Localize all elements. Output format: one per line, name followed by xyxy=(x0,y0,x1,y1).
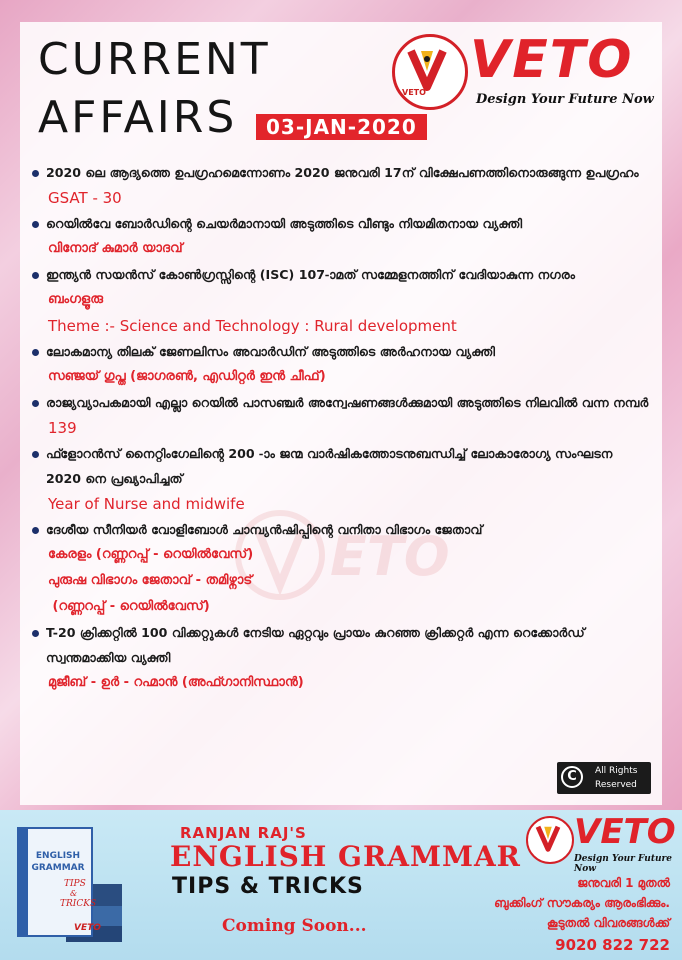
veto-logo xyxy=(392,30,662,114)
footer-veto-tagline: Design Your Future Now xyxy=(574,854,672,874)
date-badge: 03-JAN-2020 xyxy=(256,114,427,140)
question-text: 2020 ലെ ആദ്യത്തെ ഉപഗ്രഹമെന്നോണം 2020 ജനുവരി 17ന് വിക്ഷേപണത്തിനൊരുങ്ങുന്ന ഉപഗ്രഹം xyxy=(46,160,650,185)
coming-soon-text: Coming Soon... xyxy=(222,916,367,936)
copyright-badge xyxy=(557,762,651,794)
question-text: ലോകമാന്യ തിലക് ജേണലിസം അവാർഡിന് അടുത്തിടെ അർഹനായ വ്യക്തി xyxy=(46,339,650,364)
question-text: രാജ്യവ്യാപകമായി എല്ലാ റെയിൽ പാസഞ്ചർ അന്വേഷണങ്ങൾക്കുമായി അടുത്തിടെ നിലവിൽ വന്ന നമ്പർ xyxy=(46,390,650,415)
booking-date-text: ജനുവരി 1 മുതൽ xyxy=(577,876,670,890)
veto-tagline: Design Your Future Now xyxy=(476,92,654,107)
answer-text: പുരുഷ വിഭാഗം ജേതാവ് - തമിഴ്നാട് xyxy=(48,573,253,588)
answer-text: Theme :- Science and Technology : Rural development xyxy=(48,317,457,335)
answer-text: വിനോദ് കുമാർ യാദവ് xyxy=(48,241,183,256)
question-text: ഇന്ത്യൻ സയൻസ് കോൺഗ്രസ്സിന്റെ (ISC) 107-ാമത് സമ്മേളനത്തിന് വേദിയാകുന്ന നഗരം xyxy=(46,262,650,287)
phone-number: 9020 822 722 xyxy=(555,936,670,954)
list-item xyxy=(30,620,650,696)
list-item xyxy=(30,339,650,390)
cover-title3: TIPS xyxy=(64,879,86,889)
book-subtitle: TIPS & TRICKS xyxy=(172,874,364,899)
list-item xyxy=(30,441,650,517)
question-text: ഫ്ളോറൻസ് നൈറ്റിംഗേലിന്റെ 200 -ാം ജന്മ വാർഷികത്തോടനുബന്ധിച്ച് ലോകാരോഗ്യ സംഘടന 2020 നെ പ്രഖ്യാപിച്ചത് xyxy=(46,441,650,491)
answer-text: 139 xyxy=(48,419,77,437)
answer-text: മുജീബ് - ഉർ - റഹ്മാൻ (അഫ്ഗാനിസ്ഥാൻ) xyxy=(48,675,304,690)
veto-emblem-icon xyxy=(392,34,468,110)
more-info-text: കൂടുതൽ വിവരങ്ങൾക്ക് xyxy=(546,916,670,930)
copyright-line1: All Rights xyxy=(595,766,638,776)
question-text: ദേശീയ സീനിയർ വോളിബോൾ ചാമ്പ്യൻഷിപ്പിന്റെ വനിതാ വിഭാഗം ജേതാവ് xyxy=(46,517,650,542)
list-item xyxy=(30,211,650,262)
current-affairs-list xyxy=(30,160,650,696)
list-item xyxy=(30,262,650,339)
grammar-book-image xyxy=(14,824,124,944)
list-item xyxy=(30,390,650,441)
footer-veto-brand: VETO xyxy=(574,812,676,852)
copyright-icon: C xyxy=(561,766,583,788)
answer-text: ബംഗളൂരു xyxy=(48,292,103,307)
answer-text: കേരളം (റണ്ണറപ്പ് - റെയിൽവേസ്) xyxy=(48,547,254,562)
veto-emblem-label: VETO xyxy=(402,88,426,97)
svg-text:ETO: ETO xyxy=(330,525,450,588)
cover-title4: & xyxy=(70,889,78,898)
answer-text: സഞ്ജയ് ഗുപ്ത (ജാഗരൺ, എഡിറ്റർ ഇൻ ചീഫ്) xyxy=(48,369,326,384)
question-text: റെയിൽവേ ബോർഡിന്റെ ചെയർമാനായി അടുത്തിടെ വീണ്ടും നിയമിതനായ വ്യക്തി xyxy=(46,211,650,236)
answer-text: Year of Nurse and midwife xyxy=(48,495,245,513)
cover-title5: TRICKS xyxy=(60,899,97,909)
footer-banner xyxy=(0,810,682,960)
cover-brand: VETO xyxy=(74,923,101,933)
cover-title1: ENGLISH xyxy=(35,851,81,861)
cover-title2: GRAMMAR xyxy=(31,863,85,873)
answer-text: (റണ്ണറപ്പ് - റെയിൽവേസ്) xyxy=(48,599,210,614)
copyright-line2: Reserved xyxy=(595,780,637,790)
footer-veto-emblem-icon xyxy=(526,816,574,864)
question-text: T-20 ക്രിക്കറ്റിൽ 100 വിക്കറ്റുകൾ നേടിയ ഏറ്റവും പ്രായം കുറഞ്ഞ ക്രിക്കറ്റർ എന്ന റെക്കോർഡ് സ്വന്തമാക്കിയ വ്യക്തി xyxy=(46,620,650,670)
book-title: ENGLISH GRAMMAR xyxy=(170,840,521,873)
page-title-line1: CURRENT xyxy=(38,34,271,85)
book-author: RANJAN RAJ'S xyxy=(180,824,307,842)
footer-pen-nib-icon xyxy=(528,818,568,858)
veto-brand: VETO xyxy=(470,30,634,90)
answer-text: GSAT - 30 xyxy=(48,189,122,207)
list-item xyxy=(30,160,650,211)
booking-info-text: ബുക്കിംഗ് സൗകര്യം ആരംഭിക്കും. xyxy=(494,896,670,910)
page-title-line2: AFFAIRS xyxy=(38,92,238,143)
footer-veto-logo xyxy=(526,812,676,876)
list-item xyxy=(30,517,650,620)
